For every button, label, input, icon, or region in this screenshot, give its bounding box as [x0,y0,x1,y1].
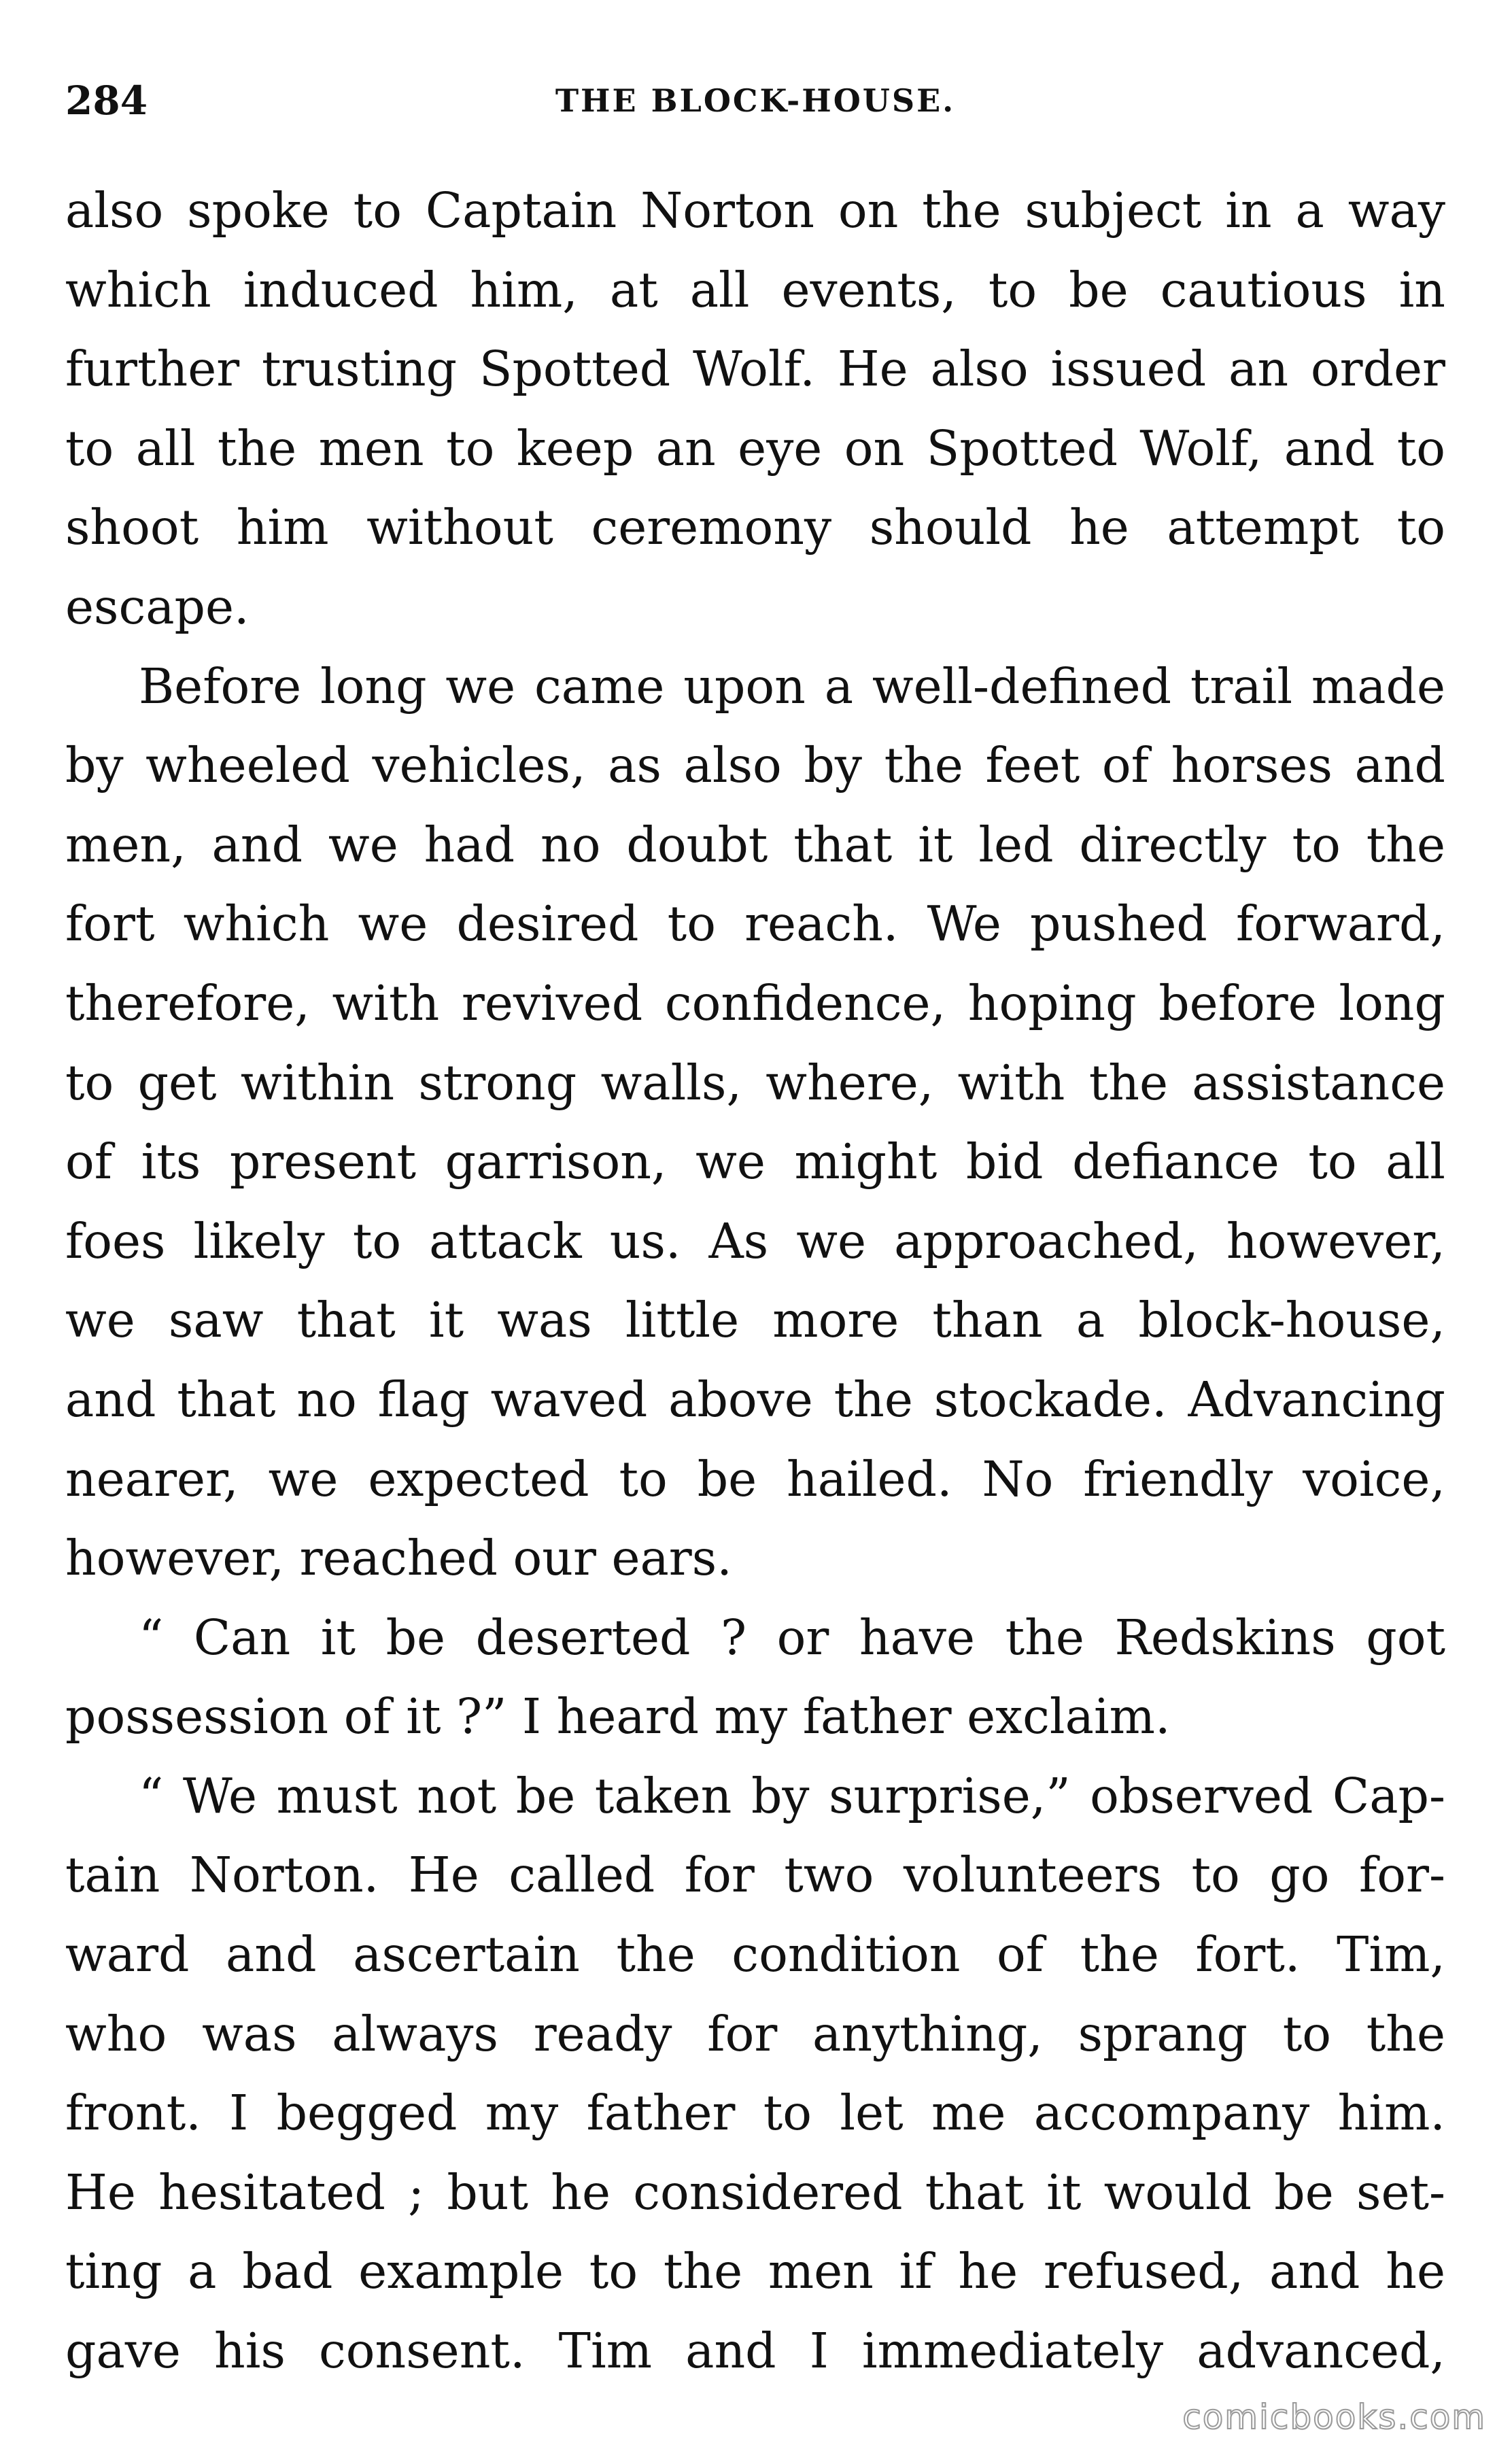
text-line: ting a bad example to the men if he refused, and he [65,2243,1445,2300]
text-line: escape. [65,578,250,635]
text-line: further trusting Spotted Wolf. He also issued an order [65,341,1445,398]
running-title: THE BLOCK-HOUSE. [555,82,956,119]
watermark: comicbooks.com [1182,2397,1486,2437]
text-line: Before long we came upon a well-defined trail made [139,657,1445,715]
text-line: which induced him, at all events, to be cautious in [65,261,1445,318]
text-line: front. I begged my father to let me accompany him. [65,2085,1445,2142]
text-line: and that no flag waved above the stockade. Advancing [65,1371,1445,1428]
text-line: tain Norton. He called for two volunteers to go for- [65,1847,1445,1904]
text-line: nearer, we expected to be hailed. No friendly voice, [65,1450,1445,1507]
text-line: gave his consent. Tim and I immediately advanced, [65,2323,1445,2380]
text-line: who was always ready for anything, sprang to the [65,2005,1445,2062]
text-line: foes likely to attack us. As we approached, however, [65,1212,1445,1269]
text-line: “ Can it be deserted ? or have the Redskins got [139,1609,1445,1666]
text-line: possession of it ?” I heard my father exclaim. [65,1688,1171,1745]
text-line: to get within strong walls, where, with the assistance [65,1054,1445,1111]
text-line: of its present garrison, we might bid defiance to all [65,1133,1445,1191]
text-line: He hesitated ; but he considered that it would be set- [65,2163,1445,2221]
body-text [65,171,1445,2391]
text-line: shoot him without ceremony should he attempt to [65,499,1445,556]
text-line: also spoke to Captain Norton on the subject in a way [65,182,1445,239]
text-line: by wheeled vehicles, as also by the feet of horses and [65,737,1445,794]
page-number: 284 [65,78,148,124]
text-line: to all the men to keep an eye on Spotted Wolf, and to [65,420,1445,477]
text-line: men, and we had no doubt that it led directly to the [65,816,1445,873]
text-line: ward and ascertain the condition of the fort. Tim, [65,1926,1445,1983]
page-header [65,73,1445,128]
text-line: fort which we desired to reach. We pushed forward, [65,895,1445,953]
text-line: we saw that it was little more than a block-house, [65,1292,1445,1349]
text-line: “ We must not be taken by surprise,” observed Cap- [139,1767,1445,1824]
text-line: therefore, with revived confidence, hoping before long [65,974,1445,1031]
text-line: however, reached our ears. [65,1530,732,1587]
